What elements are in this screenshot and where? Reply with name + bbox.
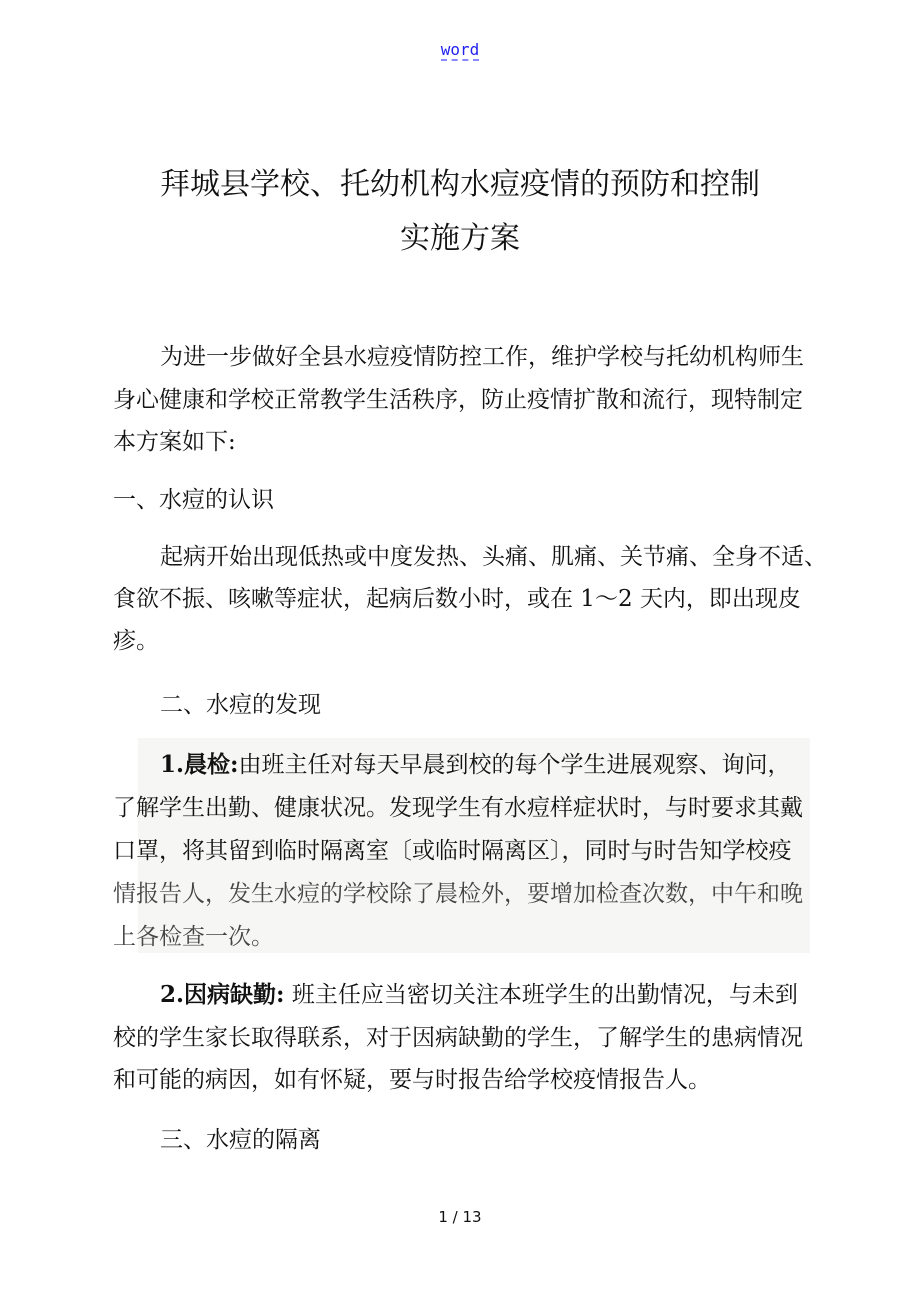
header (0, 40, 920, 59)
intro-line: 为进一步做好全县水痘疫情防控工作，维护学校与托幼机构师生 (160, 344, 804, 370)
item2-line: 和可能的病因，如有怀疑，要与时报告给学校疫情报告人。 (113, 1067, 711, 1093)
item2-label: 2.因病缺勤: (160, 981, 285, 1008)
section-heading-1: 一、水痘的认识 (113, 487, 274, 513)
item2-text: 班主任应当密切关注本班学生的出勤情况，与未到 (291, 982, 798, 1008)
item1-line: 口罩，将其留到临时隔离室〔或临时隔离区〕，同时与时告知学校疫 (113, 838, 792, 864)
section-heading-3: 三、水痘的隔离 (160, 1127, 321, 1153)
item2-line (160, 980, 860, 1010)
doc-title-line-2: 实施方案 (400, 221, 520, 256)
item1-line: 情报告人，发生水痘的学校除了晨检外，要增加检查次数，中午和晚 (113, 881, 803, 907)
intro-line: 本方案如下: (113, 429, 236, 455)
item1-line: 上各检查一次。 (113, 924, 274, 950)
item1-text: 由班主任对每天早晨到校的每个学生进展观察、询问， (238, 752, 791, 778)
item1-line (160, 750, 860, 780)
word-link[interactable]: word (440, 40, 480, 59)
doc-title-line-1: 拜城县学校、托幼机构水痘疫情的预防和控制 (160, 167, 760, 202)
intro-line: 身心健康和学校正常教学生活秩序，防止疫情扩散和流行，现特制定 (113, 387, 803, 413)
section1-line: 起病开始出现低热或中度发热、头痛、肌痛、关节痛、全身不适、 (160, 544, 827, 570)
item2-line: 校的学生家长取得联系，对于因病缺勤的学生，了解学生的患病情况 (113, 1025, 803, 1051)
item1-label: 1.晨检: (160, 751, 239, 778)
section1-line: 疹。 (113, 628, 159, 654)
section-heading-2: 二、水痘的发现 (160, 692, 321, 718)
section1-line: 食欲不振、咳嗽等症状，起病后数小时，或在 1～2 天内，即出现皮 (113, 586, 801, 612)
page-number: 1 / 13 (438, 1208, 482, 1226)
item1-line: 了解学生出勤、健康状况。发现学生有水痘样症状时，与时要求其戴 (113, 795, 803, 821)
